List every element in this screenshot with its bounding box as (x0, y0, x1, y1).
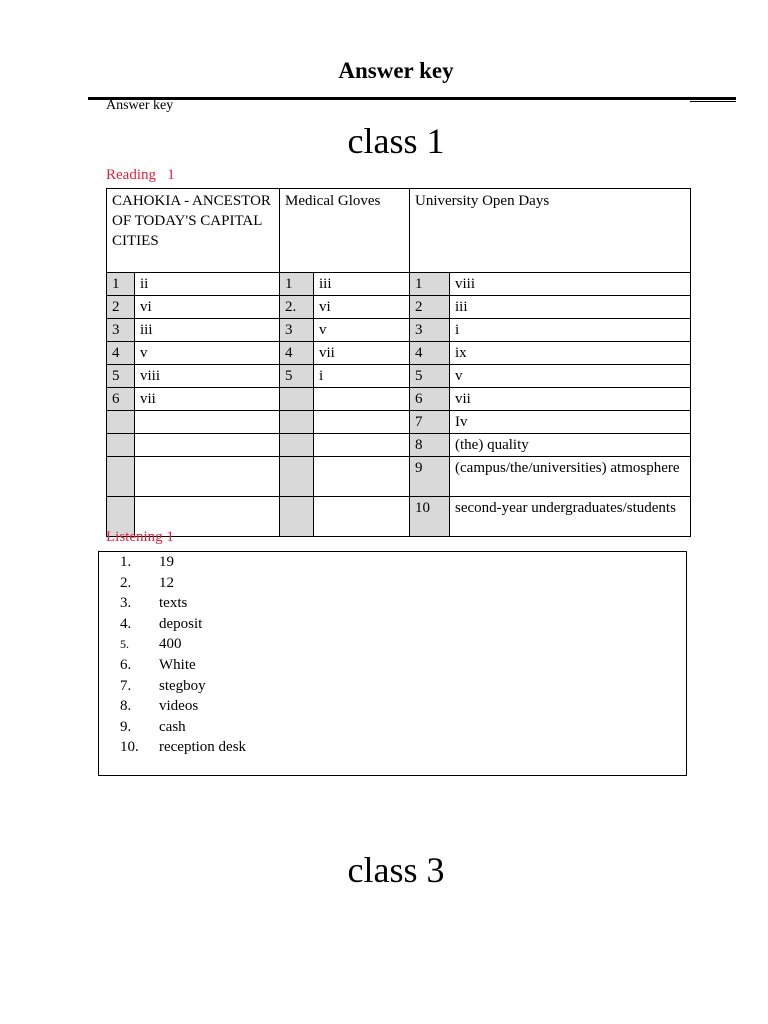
list-item-number: 2. (120, 574, 132, 591)
answer-cell: vii (450, 388, 691, 411)
question-number-cell: 2. (280, 296, 314, 319)
list-item-answer: deposit (159, 615, 203, 632)
answer-cell (135, 434, 280, 457)
question-number-cell: 3 (410, 319, 450, 342)
page-subtitle: Answer key (106, 98, 174, 113)
answer-cell: v (135, 342, 280, 365)
table-row (107, 497, 691, 537)
listening-answer-box (98, 551, 687, 776)
list-item-answer: 12 (159, 574, 174, 591)
list-item-answer: cash (159, 718, 186, 735)
answer-cell: vii (135, 388, 280, 411)
answer-cell: vi (135, 296, 280, 319)
answer-cell (135, 411, 280, 434)
question-number-cell: 2 (107, 296, 135, 319)
question-number-cell: 1 (280, 273, 314, 296)
column-header-university-open-days: University Open Days (410, 189, 691, 273)
list-item-number: 7. (120, 677, 132, 694)
list-item-number: 5. (120, 637, 129, 652)
list-item-answer: reception desk (159, 739, 247, 756)
list-item-answer: 400 (159, 636, 182, 653)
question-number-cell: 6 (107, 388, 135, 411)
answer-cell: ix (450, 342, 691, 365)
question-number-cell: 3 (280, 319, 314, 342)
answer-cell: i (450, 319, 691, 342)
answer-cell (314, 388, 410, 411)
answer-cell: v (450, 365, 691, 388)
question-number-cell: 8 (410, 434, 450, 457)
list-item-answer: stegboy (159, 677, 206, 694)
table-row (107, 273, 691, 296)
class-1-heading: class 1 (347, 121, 445, 161)
answer-cell: Iv (450, 411, 691, 434)
list-item-number: 1. (120, 554, 132, 570)
answer-cell: viii (450, 273, 691, 296)
question-number-cell (280, 411, 314, 434)
answer-cell: vi (314, 296, 410, 319)
answer-cell: (the) quality (450, 434, 691, 457)
page-title: Answer key (338, 58, 454, 83)
table-row (107, 457, 691, 497)
answer-cell (314, 411, 410, 434)
answer-cell: iii (450, 296, 691, 319)
reading-answer-table (106, 188, 691, 537)
class-3-heading: class 3 (347, 850, 445, 890)
question-number-cell (280, 497, 314, 537)
answer-cell: vii (314, 342, 410, 365)
answer-cell: ii (135, 273, 280, 296)
answer-cell: iii (135, 319, 280, 342)
question-number-cell: 5 (107, 365, 135, 388)
table-row (107, 434, 691, 457)
answer-cell (135, 457, 280, 497)
answer-cell: (campus/the/universities) atmosphere (450, 457, 691, 497)
question-number-cell: 3 (107, 319, 135, 342)
header-rule-thin (690, 101, 736, 102)
question-number-cell (280, 434, 314, 457)
column-header-cahokia: CAHOKIA - ANCESTOR OF TODAY'S CAPITAL CITIES (107, 189, 280, 273)
question-number-cell: 2 (410, 296, 450, 319)
question-number-cell (107, 411, 135, 434)
question-number-cell: 9 (410, 457, 450, 497)
table-row (107, 411, 691, 434)
answer-cell: i (314, 365, 410, 388)
question-number-cell: 4 (107, 342, 135, 365)
question-number-cell (107, 434, 135, 457)
question-number-cell (280, 457, 314, 497)
list-item-answer: texts (159, 595, 188, 612)
answer-cell (314, 497, 410, 537)
question-number-cell: 7 (410, 411, 450, 434)
question-number-cell: 1 (107, 273, 135, 296)
answer-cell (314, 434, 410, 457)
answer-cell: second-year undergraduates/students (450, 497, 691, 537)
list-item-answer: videos (159, 698, 199, 715)
list-item-number: 3. (120, 595, 132, 612)
answer-cell: viii (135, 365, 280, 388)
list-item-answer: 19 (159, 554, 174, 570)
question-number-cell (107, 457, 135, 497)
list-item-number: 10. (120, 739, 139, 756)
header-rule (88, 97, 736, 100)
reading-label: Reading 1 (106, 167, 175, 183)
listening-label: Listening 1 (106, 529, 174, 545)
list-item-answer: White (159, 656, 196, 673)
list-item-number: 6. (120, 656, 132, 673)
table-row (107, 388, 691, 411)
question-number-cell: 5 (280, 365, 314, 388)
list-item-number: 4. (120, 615, 132, 632)
table-row (107, 342, 691, 365)
answer-cell: v (314, 319, 410, 342)
question-number-cell: 1 (410, 273, 450, 296)
table-row (107, 319, 691, 342)
question-number-cell: 5 (410, 365, 450, 388)
question-number-cell: 6 (410, 388, 450, 411)
table-row (107, 296, 691, 319)
question-number-cell (280, 388, 314, 411)
answer-cell: iii (314, 273, 410, 296)
question-number-cell: 4 (410, 342, 450, 365)
column-header-medical-gloves: Medical Gloves (280, 189, 410, 273)
table-row (107, 365, 691, 388)
question-number-cell: 10 (410, 497, 450, 537)
question-number-cell: 4 (280, 342, 314, 365)
list-item-number: 8. (120, 698, 132, 715)
list-item-number: 9. (120, 718, 132, 735)
answer-cell (314, 457, 410, 497)
table-header-row (107, 189, 691, 273)
